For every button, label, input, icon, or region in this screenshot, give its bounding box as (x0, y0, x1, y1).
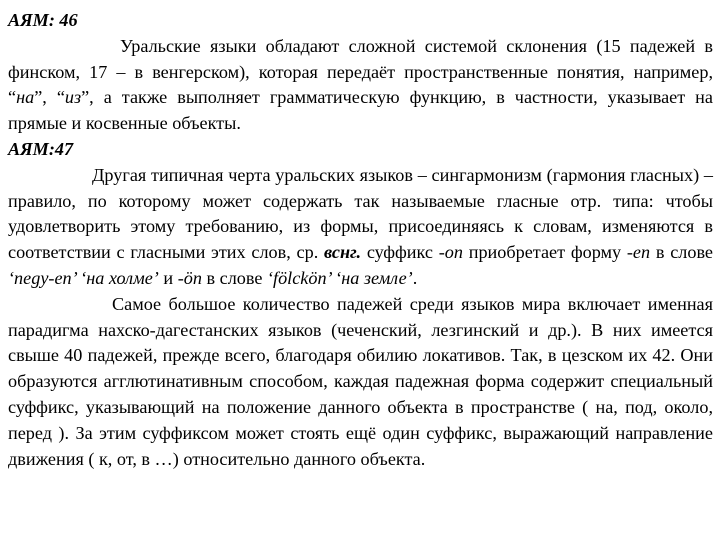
paragraph-text: приобретает форму (462, 242, 627, 263)
paragraph-vowel-harmony (8, 163, 713, 292)
paragraph-text: суффикс - (361, 242, 445, 263)
suffix-on: on (444, 242, 463, 263)
paragraph-text: Другая типичная черта уральских языков – сингармонизм (гармония гласных) –правило, по которому может содержать так называемые гласные отр. типа: чтобы удовлетворить этому требованию, из формы, присоединяясь к словам, изменяются в соответствии с гласными этих слов, ср. (8, 164, 713, 263)
section-heading-46: АЯМ: 46 (8, 10, 78, 30)
paragraph-uralic-cases (8, 34, 713, 137)
abbreviation-vsng: вснг. (324, 242, 362, 263)
example-folckon: ‘fölckön’ ‘на земле’ (266, 267, 413, 288)
suffix-en: -en (626, 242, 651, 263)
suffix-on-umlaut: -ön (177, 267, 202, 288)
section-heading-47: АЯМ:47 (8, 138, 74, 159)
paragraph-text: ”, “ (34, 87, 65, 108)
example-na: на (16, 87, 35, 108)
paragraph-text: ”, а также выполняет грамматическую функцию, в частности, указывает на прямые и косвенные объекты. (8, 87, 713, 134)
paragraph-text: . (412, 267, 418, 288)
document-page (8, 8, 713, 472)
paragraph-text: в слове (650, 242, 714, 263)
paragraph-text: и (158, 267, 178, 288)
example-negyen: ‘negy-en’ ‘на холме’ (8, 267, 159, 288)
paragraph-nakh-daghestanian: Самое большое количество падежей среди языков мира включает именная парадигма нахско-дагестанских языков (чеченский, лезгинский и др.). В них имеется свыше 40 падежей, прежде всего, благодаря обилию локативов. Так, в цезском их 42. Они образуются агглютинативным способом, каждая падежная форма содержит специальный суффикс, указывающий на положение данного объекта в пространстве ( на, под, около, перед ). За этим суффиксом может стоять ещё один суффикс, выражающий направление движения ( к, от, в …) относительно данного объекта. (8, 293, 713, 469)
paragraph-text: в слове (201, 267, 267, 288)
paragraph-text: Уральские языки обладают сложной системой склонения (15 падежей в финском, 17 – в венгерском), которая передаёт пространственные понятия, например, “ (8, 35, 713, 108)
example-iz: из (64, 87, 82, 108)
